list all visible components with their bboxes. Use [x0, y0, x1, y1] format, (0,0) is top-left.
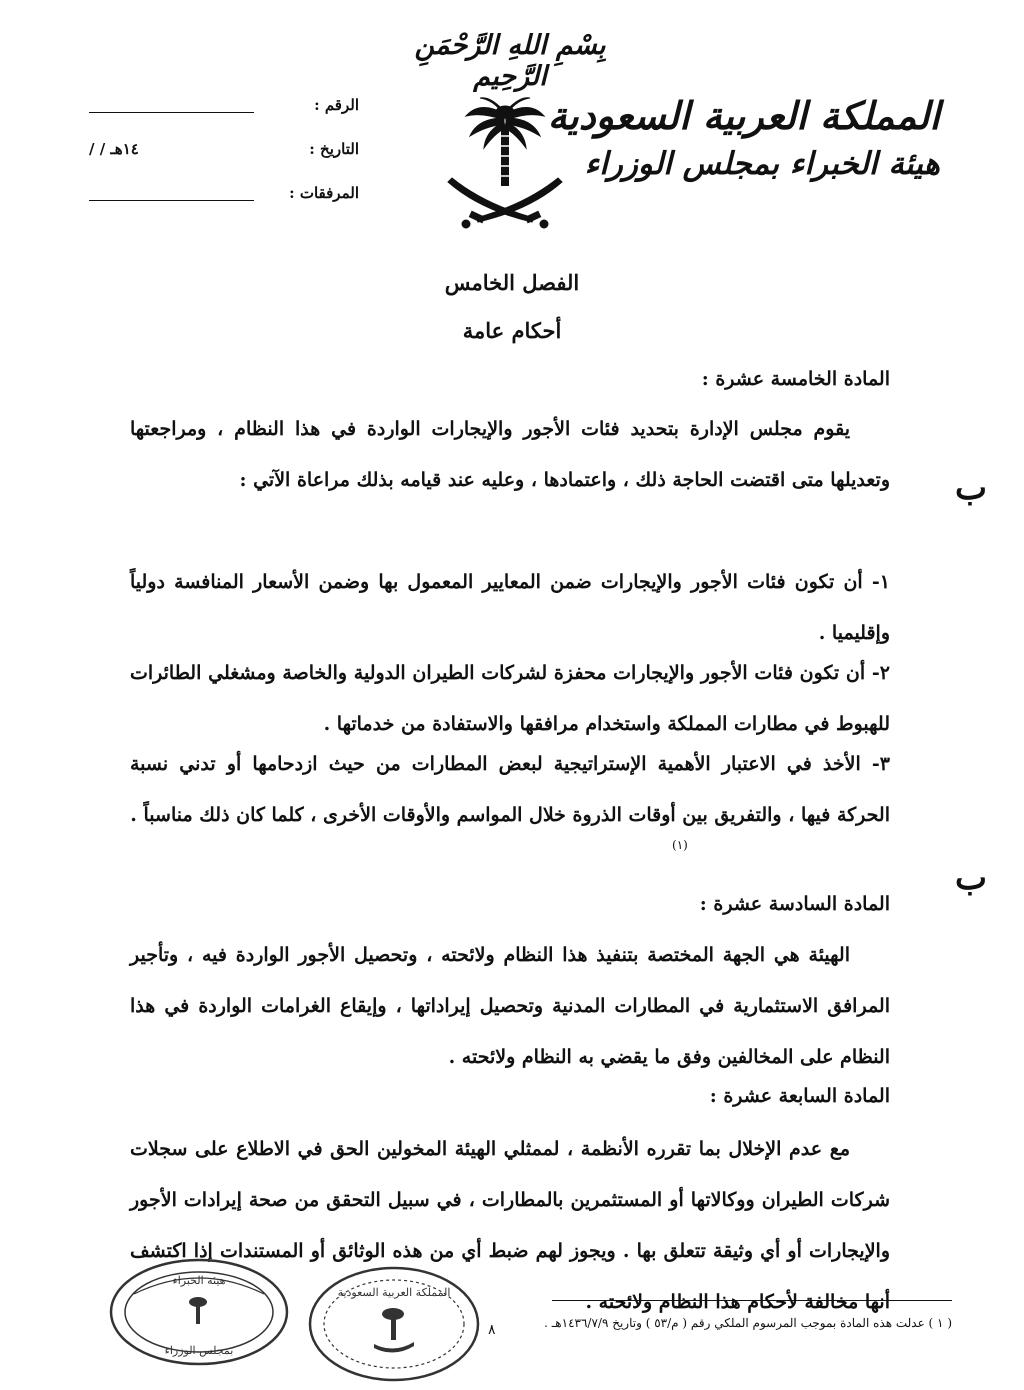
svg-text:بمجلس الوزراء: بمجلس الوزراء [164, 1344, 234, 1357]
chapter-subtitle: أحكام عامة [462, 318, 562, 343]
reference-line [89, 112, 254, 113]
saudi-emblem-icon [440, 90, 570, 235]
footnote-marker: (١) [672, 838, 688, 852]
date-label: التاريخ : [309, 140, 359, 158]
article-15-item-3: ٣- الأخذ في الاعتبار الأهمية الإستراتيجية لبعض المطارات من حيث ازدحامها أو تدني نسبة الحركة فيها ، والتفريق بين أوقات الذروة خلال المواسم والأوقات الأخرى ، كلما كان ذلك مناسباً . [130, 753, 890, 826]
article-16-title: المادة السادسة عشرة : [699, 893, 890, 915]
attachments-row [89, 184, 359, 212]
margin-mark-1: ب [955, 468, 988, 508]
page-number: ٨ [488, 1322, 496, 1338]
footnote: ( ١ ) عدلت هذه المادة بموجب المرسوم الملكي رقم ( م/٥٣ ) وتاريخ ١٤٣٦/٧/٩هـ . [544, 1316, 952, 1330]
svg-text:هيئة الخبراء: هيئة الخبراء [172, 1274, 226, 1287]
margin-mark-2: ب [955, 858, 988, 898]
council-name: هيئة الخبراء بمجلس الوزراء [584, 146, 940, 182]
article-15-title: المادة الخامسة عشرة : [701, 368, 890, 390]
reference-row [89, 96, 359, 124]
svg-text:المملكة العربية السعودية: المملكة العربية السعودية [337, 1286, 451, 1299]
article-15-item-1: ١- أن تكون فئات الأجور والإيجارات ضمن المعايير المعمول بها وضمن الأسعار المنافسة دولياً وإقليميا . [130, 571, 890, 644]
article-16-body: الهيئة هي الجهة المختصة بتنفيذ هذا النظام ولائحته ، وتحصيل الأجور الواردة فيه ، وتأجير المرافق الاستثمارية في المطارات المدنية وتحصيل إيراداتها ، وإيقاع الغرامات الواردة في هذا النظام على المخالفين وفق ما يقضي به النظام ولائحته . [130, 944, 890, 1068]
attachments-label: المرفقات : [289, 184, 359, 202]
basmala: بِسْمِ اللهِ الرَّحْمَنِ الرَّحِيم [414, 30, 606, 92]
article-17-title: المادة السابعة عشرة : [709, 1085, 890, 1107]
date-value: ١٤هـ / / [89, 140, 139, 158]
article-15-item-2: ٢- أن تكون فئات الأجور والإيجارات محفزة لشركات الطيران الدولية والخاصة ومشغلي الطائرات للهبوط في مطارات المملكة واستخدام مرافقها والاستفادة من خدماتها . [130, 662, 890, 735]
reference-label: الرقم : [314, 96, 359, 114]
footnote-rule [552, 1300, 952, 1301]
kingdom-name: المملكة العربية السعودية [547, 93, 940, 138]
official-seal-left-icon [104, 1254, 294, 1370]
chapter-title: الفصل الخامس [444, 270, 580, 295]
attachments-line [89, 200, 254, 201]
date-row [89, 140, 359, 168]
official-seal-right-icon [304, 1262, 484, 1386]
article-17-body: مع عدم الإخلال بما تقرره الأنظمة ، لممثلي الهيئة المخولين الحق في الاطلاع على سجلات شركات الطيران ووكالاتها أو المستثمرين بالمطارات ، في سبيل التحقق من صحة إيرادات الأجور والإيجارات أو أي وثيقة تتعلق بها . ويجوز لهم ضبط أي من هذه الوثائق أو المستندات إذا اكتشف أنها مخالفة لأحكام هذا النظام ولائحته . [130, 1138, 890, 1313]
article-15-intro: يقوم مجلس الإدارة بتحديد فئات الأجور والإيجارات الواردة في هذا النظام ، ومراجعتها وتعديلها متى اقتضت الحاجة ذلك ، واعتمادها ، وعليه عند قيامه بذلك مراعاة الآتي : [130, 418, 890, 491]
